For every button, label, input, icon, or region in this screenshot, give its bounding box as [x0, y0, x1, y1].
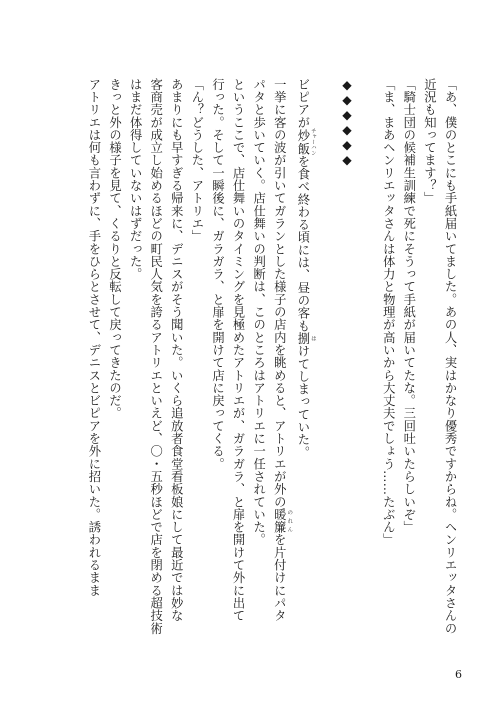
text-line: パタと歩いていく。店仕舞いの判断は、このところはアトリエに一任されていた。 [251, 78, 266, 547]
text-line-with-ruby [269, 78, 293, 638]
vertical-text-body [30, 78, 460, 638]
blank-line [357, 78, 378, 638]
ruby-base: 暖簾 [272, 508, 287, 534]
text-line: 「ん？どうした、アトリエ」 [189, 78, 204, 243]
text-segment: 一挙に客の波が引いてガランとした様子の店内を眺めると、アトリエが外の [272, 78, 287, 509]
ruby-text: は [309, 332, 316, 345]
text-line: 「騎士団の候補生訓練で死にそうって手紙が届いてたな。三回吐いたらしいぞ」 [401, 78, 416, 534]
ruby-text: チャーハン [309, 128, 316, 156]
text-segment: を片付けにパタ [272, 533, 287, 622]
ruby-annotation [272, 508, 293, 534]
text-line: 「ま、まあヘンリエッタさんは体力と物理が高いから大丈夫でしょう……たぶん」 [381, 78, 396, 547]
blank-line [316, 78, 337, 638]
ruby-annotation [295, 332, 316, 345]
text-line: 「あ、僕のとこにも手紙届いてました。あの人、実はかなり優秀ですからね。ヘンリエッタさんの [443, 78, 457, 635]
text-line: アトリエは何も言わずに、手をひらとさせて、デニスとビピアを外に招いた。誘われるまま [86, 78, 101, 597]
text-segment: を食べ終わる頃には、昼の客も [295, 155, 310, 333]
text-line: あまりにも早すぎる帰来に、デニスがそう聞いた。いくら追放者食堂看板娘にして最近では妙な [169, 78, 184, 622]
text-line: 近況も知ってます？」 [422, 78, 437, 205]
ruby-text: のれん [286, 508, 293, 534]
text-line: きっと外の様子を見て、くるりと反転して戻ってきたのだ。 [107, 78, 122, 420]
text-line: 客商売が成立し始めるほどの町民人気を誇るアトリエといえど、〇・五秒ほどで店を閉める超技術 [148, 78, 163, 635]
text-segment: けてしまっていた。 [295, 344, 310, 459]
text-line: 行った。そして一瞬後に、ガラガラ、と扉を開けて店に戻ってくる。 [210, 78, 225, 471]
text-segment: ビピアが [295, 78, 310, 129]
text-line-with-ruby [292, 78, 316, 638]
scene-separator: ◆◆◆◆◆◆ [340, 78, 355, 168]
page-number: 6 [455, 668, 462, 681]
text-line: というここで、店仕舞いのタイミングを見極めたアトリエが、ガラガラ、と扉を開けて外に出て [231, 78, 246, 622]
text-line: はまだ体得していないはずだった。 [128, 78, 143, 281]
ruby-base: 炒飯 [295, 128, 310, 156]
ruby-base: 捌 [295, 332, 310, 345]
ruby-annotation [295, 128, 316, 156]
